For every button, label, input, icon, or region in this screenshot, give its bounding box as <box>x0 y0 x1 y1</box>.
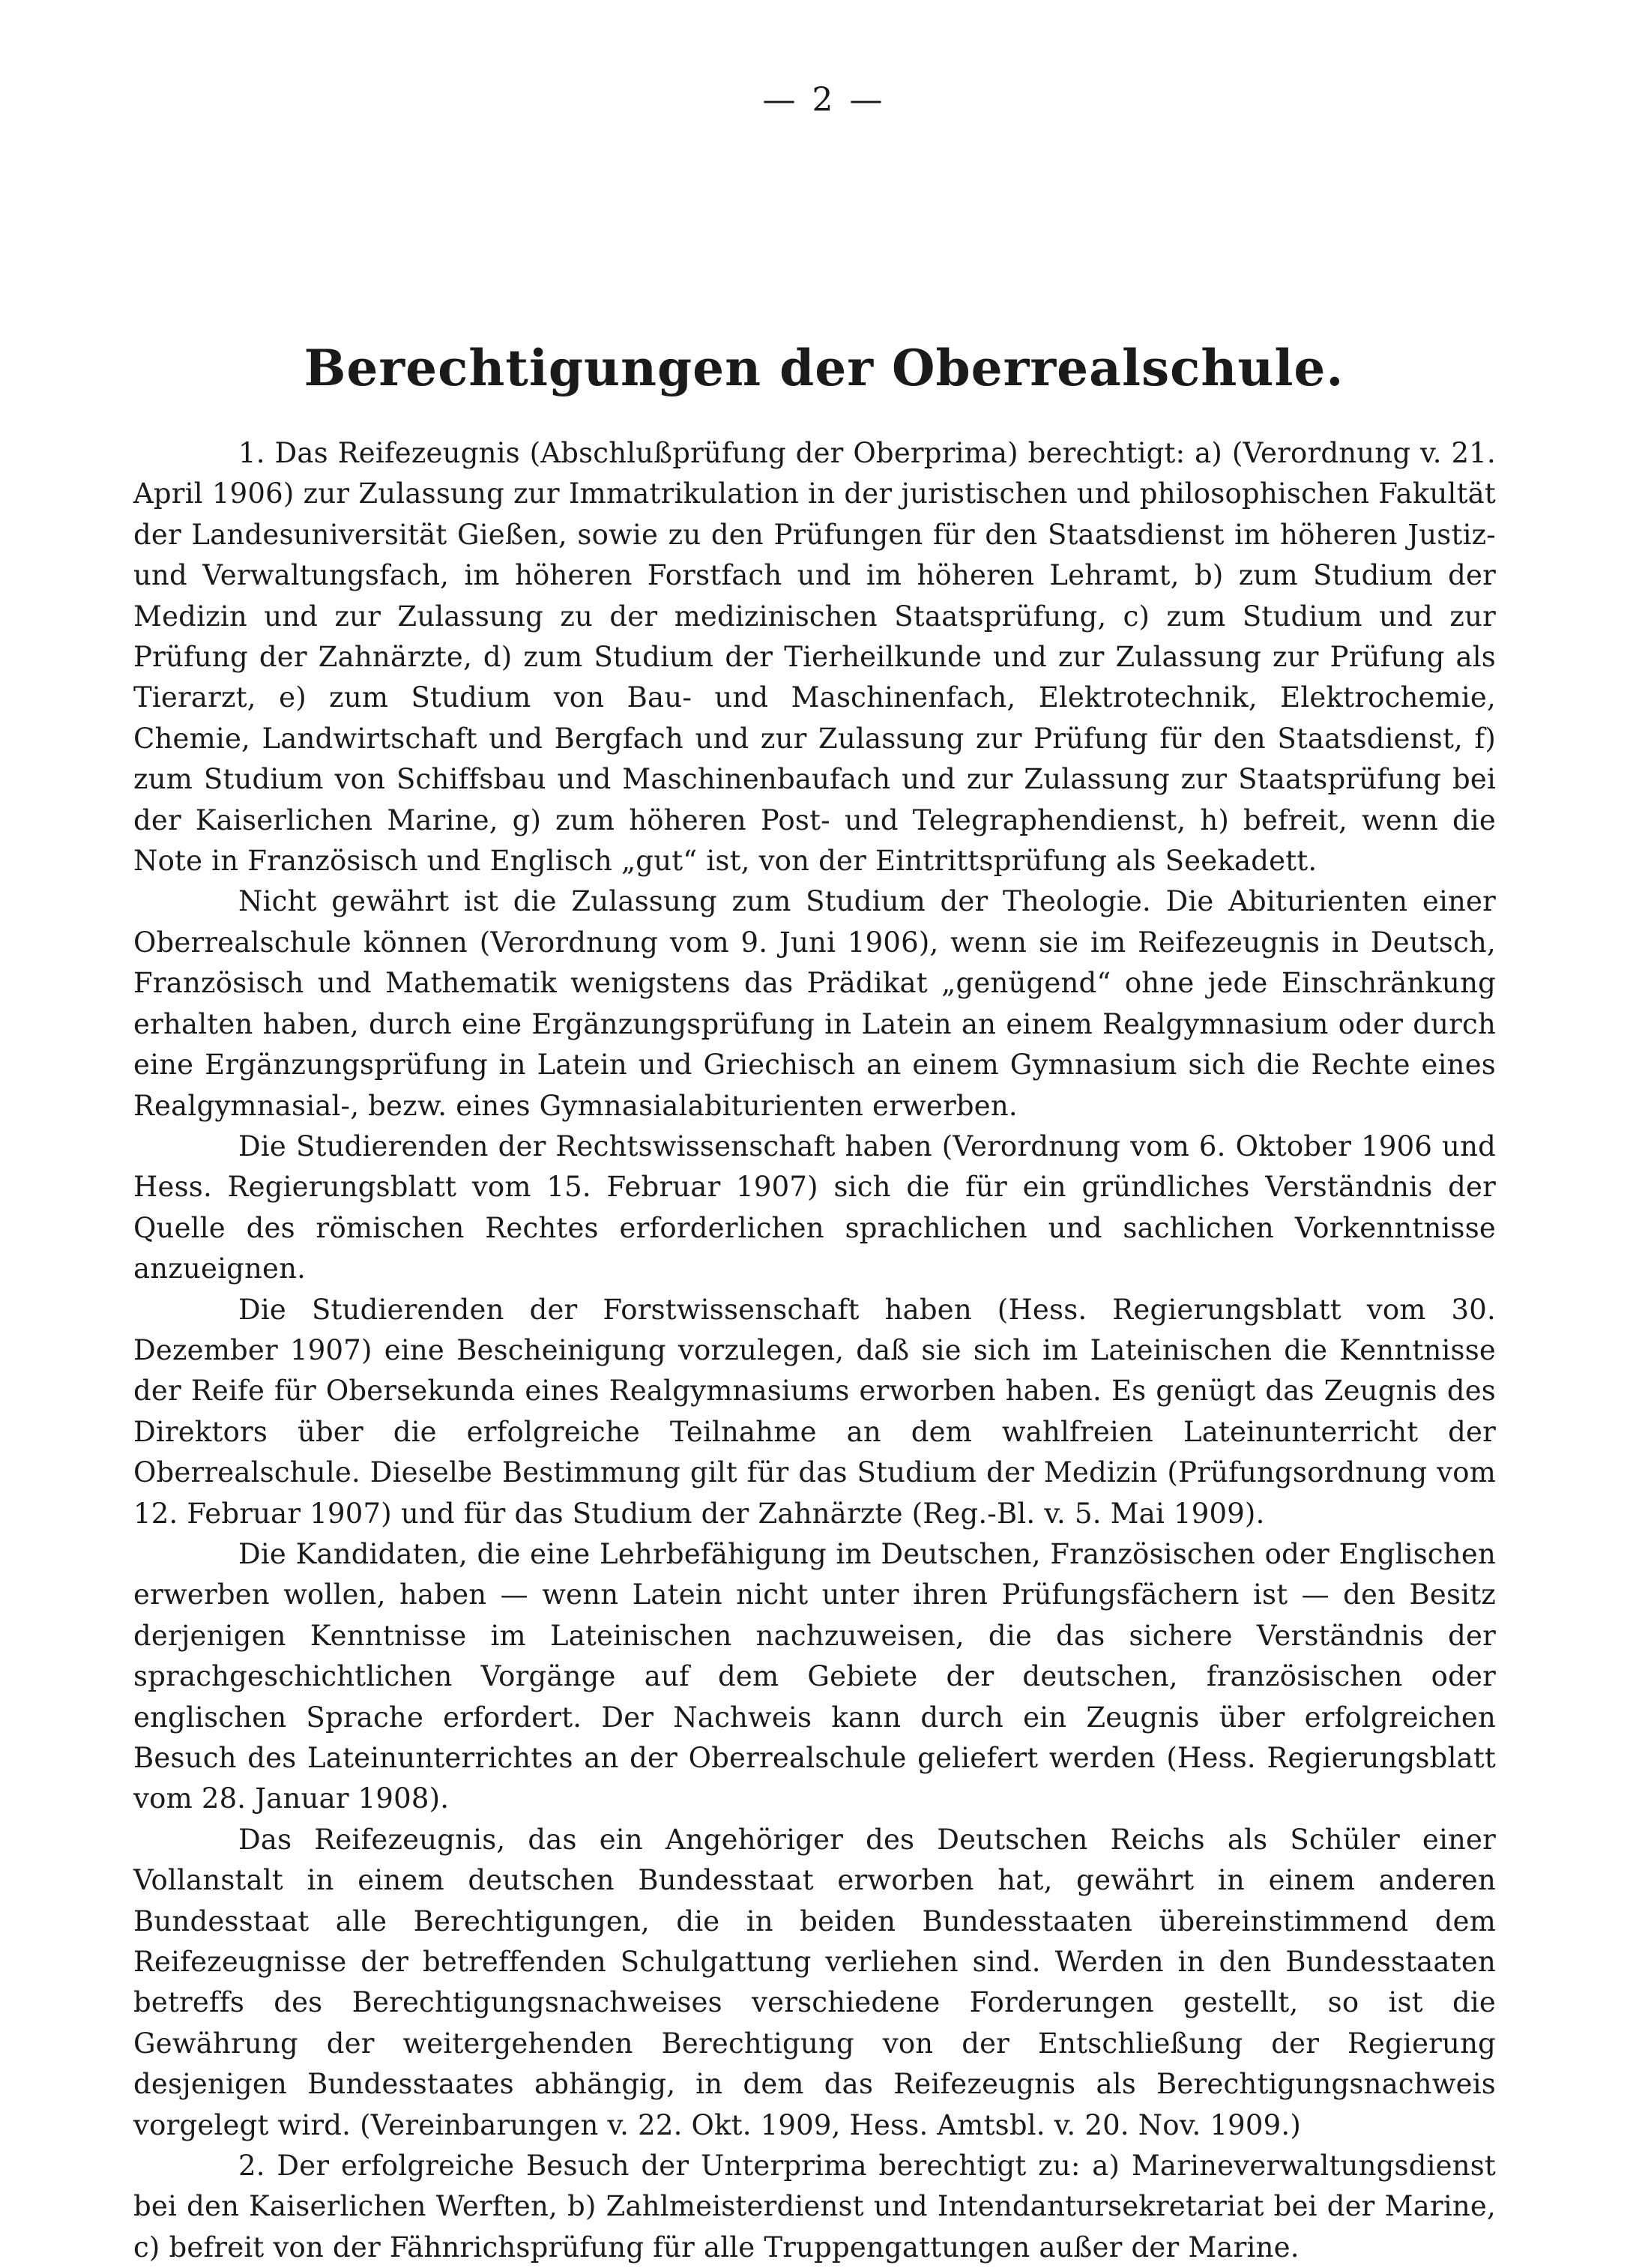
body-text <box>133 433 1496 2268</box>
paragraph-bundesstaaten: Das Reifezeugnis, das ein Angehöriger des Deutschen Reichs als Schüler einer Vollanstalt in einem deutschen Bundesstaat erworben hat, gewährt in einem anderen Bundesstaat alle Berechtigungen, die in beiden Bundesstaaten übereinstimmend dem Reifezeugnisse der betreffenden Schulgattung verliehen sind. Werden in den Bundesstaaten betreffs des Berechtigungsnachweises verschiedene Forderungen gestellt, so ist die Gewährung der weitergehenden Berechtigung von der Entschließung der Regierung desjenigen Bundesstaates abhängig, in dem das Reifezeugnis als Berechtigungsnachweis vorgelegt wird. (Vereinbarungen v. 22. Okt. 1909, Hess. Amtsbl. v. 20. Nov. 1909.) <box>133 1823 1496 2141</box>
page-number: — 2 — <box>762 81 886 119</box>
paragraph-rechtswissenschaft: Die Studierenden der Rechtswissenschaft haben (Verordnung vom 6. Oktober 1906 und Hess. Regierungsblatt vom 15. Februar 1907) sich die für ein gründliches Verständnis der Quelle des römischen Rechtes erforderlichen sprachlichen und sachlichen Vorkenntnisse anzueignen. <box>133 1130 1496 1285</box>
paragraph-lehrbefaehigung: Die Kandidaten, die eine Lehrbefähigung im Deutschen, Französischen oder Englischen erwerben wollen, haben — wenn Latein nicht unter ihren Prüfungsfächern ist — den Besitz derjenigen Kenntnisse im Lateinischen nachzuweisen, die das sichere Verständnis der sprachgeschichtlichen Vorgänge auf dem Gebiete der deutschen, französischen oder englischen Sprache erfordert. Der Nachweis kann durch ein Zeugnis über erfolgreichen Besuch des Lateinunterrichtes an der Oberrealschule geliefert werden (Hess. Regierungsblatt vom 28. Januar 1908). <box>133 1537 1496 1815</box>
paragraph-forstwissenschaft: Die Studierenden der Forstwissenschaft haben (Hess. Regierungsblatt vom 30. Dezember 1907) eine Bescheinigung vorzulegen, daß sie sich im Lateinischen die Kenntnisse der Reife für Obersekunda eines Realgymnasiums erworben haben. Es genügt das Zeugnis des Direktors über die erfolgreiche Teilnahme an dem wahlfreien Lateinunterricht der Oberrealschule. Dieselbe Bestimmung gilt für das Studium der Medizin (Prüfungsordnung vom 12. Februar 1907) und für das Studium der Zahnärzte (Reg.-Bl. v. 5. Mai 1909). <box>133 1293 1496 1530</box>
paragraph-unterprima: 2. Der erfolgreiche Besuch der Unterprima berechtigt zu: a) Marineverwaltungsdienst bei den Kaiserlichen Werften, b) Zahlmeisterdienst und Intendantursekretariat bei der Marine, c) befreit von der Fähnrichsprüfung für alle Truppengattungen außer der Marine. <box>133 2150 1496 2264</box>
paragraph-theologie: Nicht gewährt ist die Zulassung zum Studium der Theologie. Die Abiturienten einer Oberrealschule können (Verordnung vom 9. Juni 1906), wenn sie im Reifezeugnis in Deutsch, Französisch und Mathematik wenigstens das Prädikat „genügend“ ohne jede Einschränkung erhalten haben, durch eine Ergänzungsprüfung in Latein an einem Realgymnasium oder durch eine Ergänzungsprüfung in Latein und Griechisch an einem Gymnasium sich die Rechte eines Realgymnasial-, bezw. eines Gymnasialabiturienten erwerben. <box>133 885 1496 1122</box>
paragraph-reifezeugnis: 1. Das Reifezeugnis (Abschlußprüfung der Oberprima) berechtigt: a) (Verordnung v. 21. April 1906) zur Zulassung zur Immatrikulation in der juristischen und philosophischen Fakultät der Landesuniversität Gießen, sowie zu den Prüfungen für den Staatsdienst im höheren Justiz- und Verwaltungsfach, im höheren Forstfach und im höheren Lehramt, b) zum Studium der Medizin und zur Zulassung zu der medizinischen Staatsprüfung, c) zum Studium und zur Prüfung der Zahnärzte, d) zum Studium der Tierheilkunde und zur Zulassung zur Prüfung als Tierarzt, e) zum Studium von Bau- und Maschinenfach, Elektrotechnik, Elektrochemie, Chemie, Landwirtschaft und Bergfach und zur Zulassung zur Prüfung für den Staatsdienst, f) zum Studium von Schiffsbau und Maschinenbaufach und zur Zulassung zur Staatsprüfung bei der Kaiserlichen Marine, g) zum höheren Post- und Telegraphendienst, h) befreit, wenn die Note in Französisch und Englisch „gut“ ist, von der Eintrittsprüfung als Seekadett. <box>133 437 1496 878</box>
page-title: Berechtigungen der Oberrealschule. <box>304 339 1344 397</box>
